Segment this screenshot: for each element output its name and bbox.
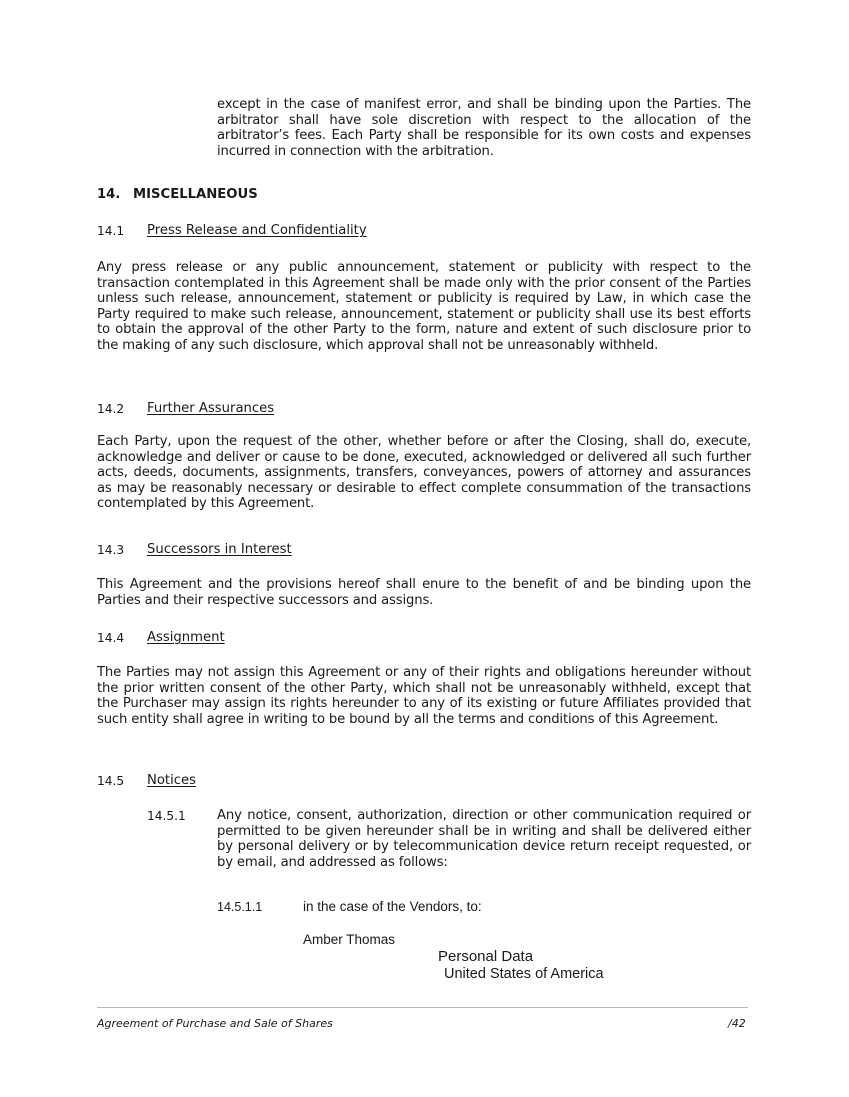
subsection-number: 14.4 bbox=[97, 631, 125, 645]
addressee-name: Amber Thomas bbox=[303, 932, 396, 947]
subsection-number: 14.2 bbox=[97, 402, 125, 416]
subsection-title-assignment: Assignment bbox=[147, 630, 225, 645]
arbitration-paragraph: except in the case of manifest error, and shall be binding upon the Parties. The arbitrator shall have sole discretion with respect to the allocation of the arbitrator’s fees. Each Party shall be responsible for its own costs and expenses incurred in connection with the arbitration. bbox=[217, 97, 751, 159]
section-number: 14. bbox=[97, 187, 121, 202]
footer-document-title: Agreement of Purchase and Sale of Shares bbox=[97, 1017, 333, 1030]
subsection-title-further-assurances: Further Assurances bbox=[147, 401, 275, 416]
subsection-text-assignment: The Parties may not assign this Agreement or any of their rights and obligations hereunder without the prior written consent of the other Party, which shall not be unreasonably withheld, except that the Purchaser may assign its rights hereunder to any of its existing or future Affiliates provided that such entity shall agree in writing to be bound by all the terms and conditions of this Agreement. bbox=[97, 665, 751, 727]
notices-clause-text: Any notice, consent, authorization, direction or other communication required or permitted to be given hereunder shall be in writing and shall be delivered either by personal delivery or by telecommunication device return receipt requested, or by email, and addressed as follows: bbox=[217, 808, 751, 870]
subsection-number: 14.3 bbox=[97, 543, 125, 557]
addressee-country: United States of America bbox=[444, 966, 604, 982]
subsection-text-successors: This Agreement and the provisions hereof shall enure to the benefit of and be binding upon the Parties and their respective successors and assigns. bbox=[97, 577, 751, 608]
subsection-number: 14.5 bbox=[97, 774, 125, 788]
footer-divider bbox=[97, 1007, 748, 1008]
subsection-number: 14.1 bbox=[97, 224, 125, 238]
vendors-notice-label: in the case of the Vendors, to: bbox=[303, 899, 482, 914]
footer-page-number: /42 bbox=[728, 1017, 746, 1030]
subsection-text-further-assurances: Each Party, upon the request of the other, whether before or after the Closing, shall do, execute, acknowledge and deliver or cause to be done, executed, acknowledged or delivered all such further acts, deeds, documents, assignments, transfers, conveyances, powers of attorney and assurances as may be reasonably necessary or desirable to effect complete consummation of the transactions contemplated by this Agreement. bbox=[97, 434, 751, 512]
subsection-title-notices: Notices bbox=[147, 773, 197, 788]
subsection-text-press-release: Any press release or any public announcement, statement or publicity with respect to the transaction contemplated in this Agreement shall be made only with the prior consent of the Parties unless such release, announcement, statement or publicity is required by Law, in which case the Party required to make such release, announcement, statement or publicity shall use its best efforts to obtain the approval of the other Party to the form, nature and extent of such disclosure prior to the making of any such disclosure, which approval shall not be unreasonably withheld. bbox=[97, 260, 751, 353]
subclause-number: 14.5.1.1 bbox=[217, 900, 263, 914]
addressee-address: Personal Data bbox=[438, 948, 534, 965]
clause-number: 14.5.1 bbox=[147, 809, 186, 823]
subsection-title-successors: Successors in Interest bbox=[147, 542, 292, 557]
section-title: MISCELLANEOUS bbox=[133, 187, 258, 202]
subsection-title-press-release: Press Release and Confidentiality bbox=[147, 223, 367, 238]
